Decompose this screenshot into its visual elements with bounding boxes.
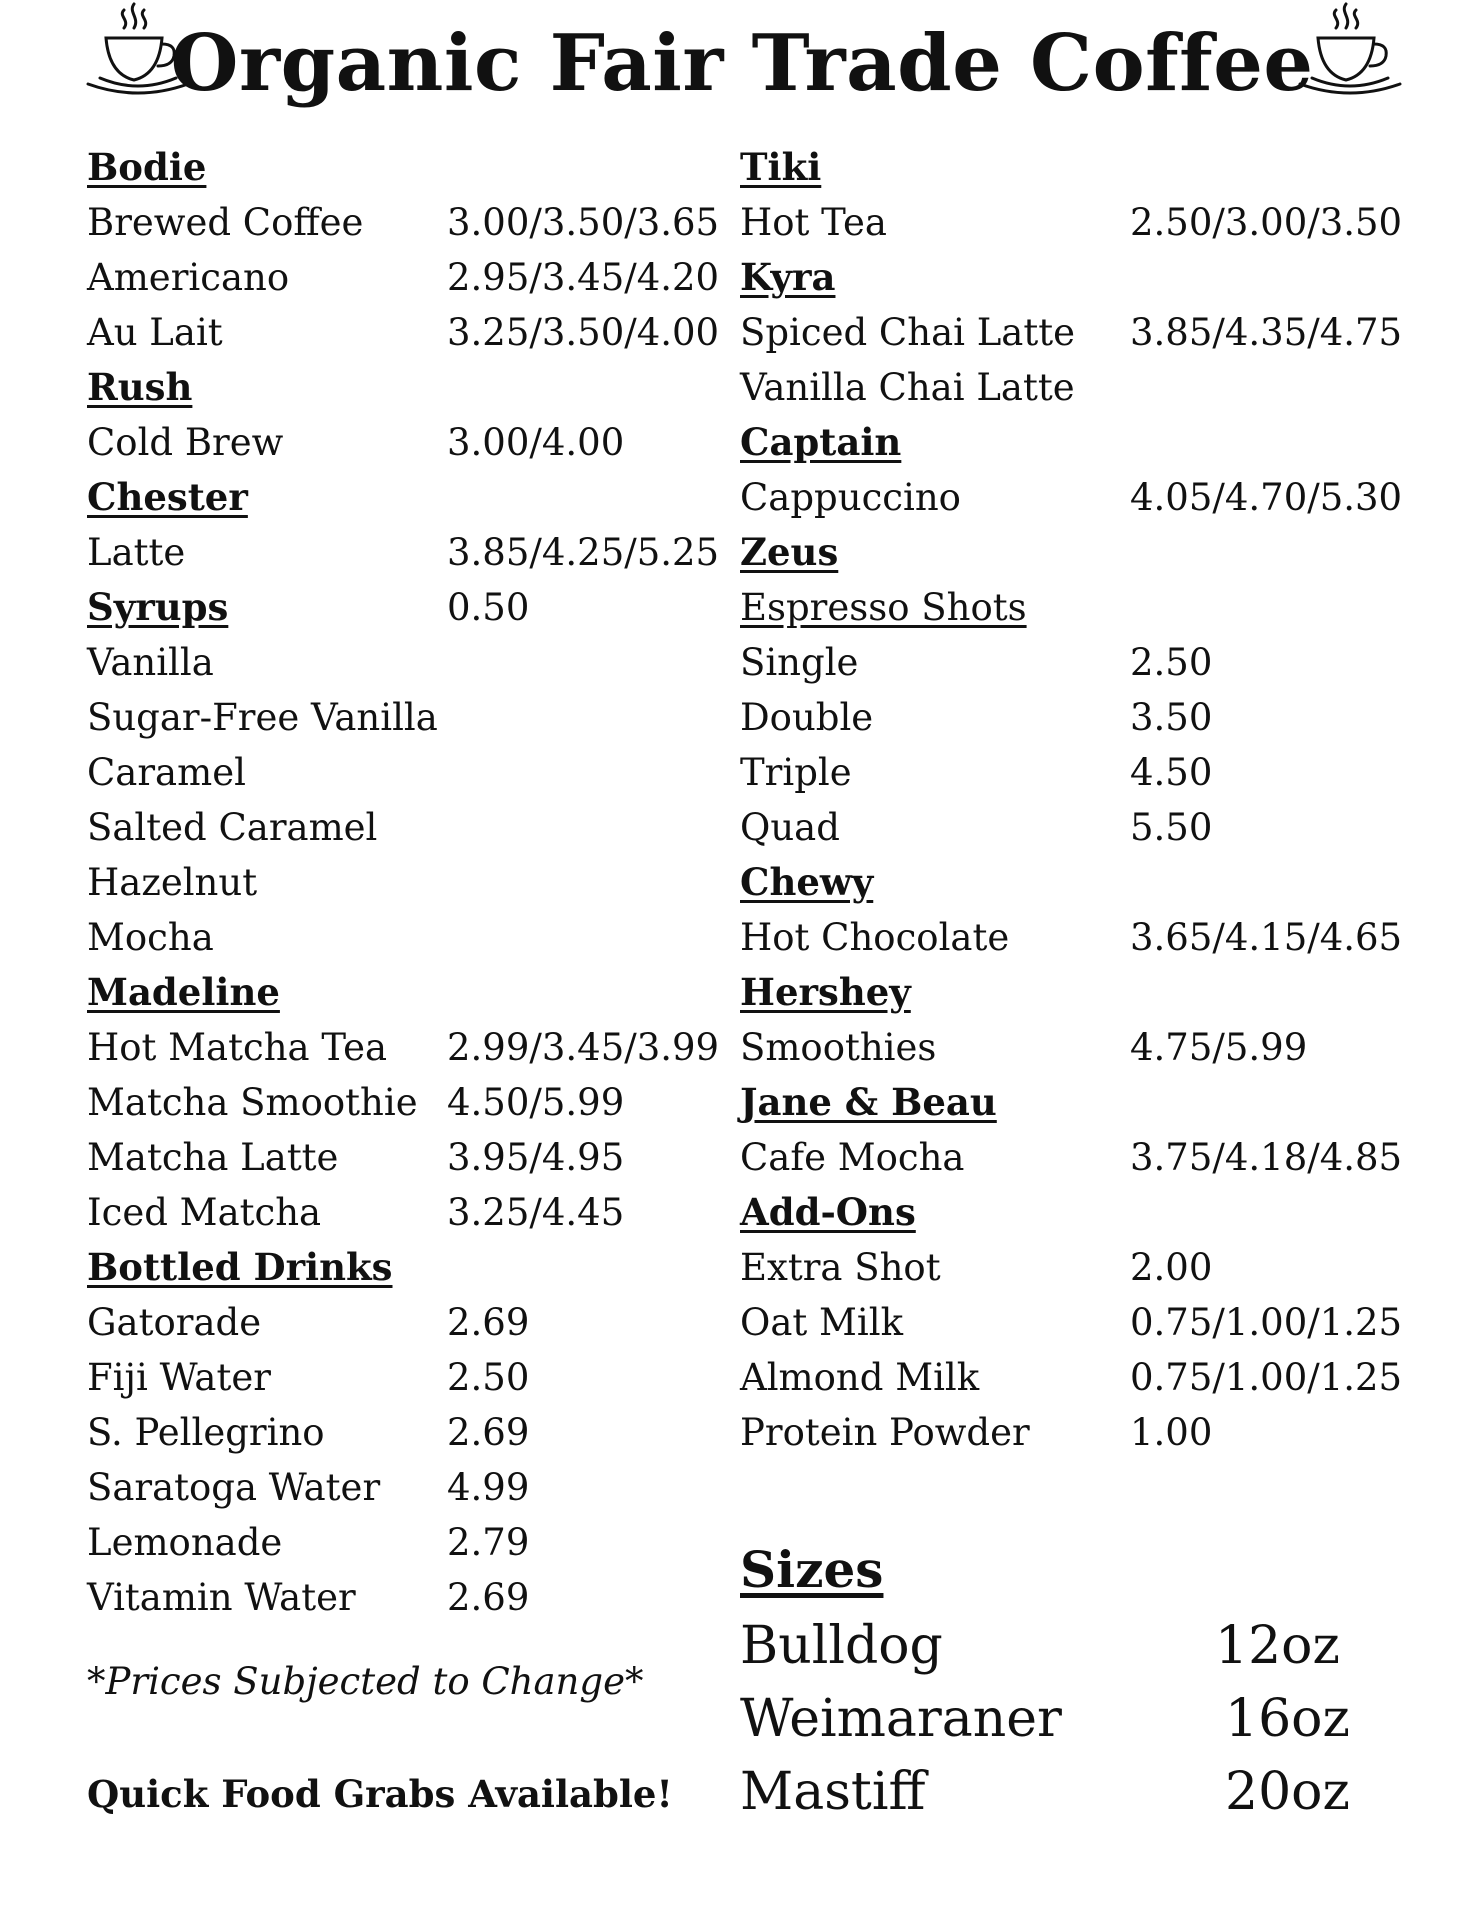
sizes-heading: Sizes [740,1540,884,1599]
menu-item [740,470,1440,525]
menu-section-heading [740,855,1440,910]
item-name: Single [740,641,859,684]
menu-item [740,635,1440,690]
menu-section-heading [740,965,1440,1020]
item-name: Cappuccino [740,476,961,519]
food-note: Quick Food Grabs Available! [87,1772,673,1816]
menu-item [87,855,737,910]
menu-item [740,910,1440,965]
item-price: 3.95/4.95 [447,1136,625,1179]
menu-item [740,195,1440,250]
section-name: Bottled Drinks [87,1245,393,1289]
menu-section-heading [740,1075,1440,1130]
menu-item [87,1185,737,1240]
left-menu-column [87,140,737,1625]
item-price: 3.65/4.15/4.65 [1130,916,1403,959]
menu-section-heading [740,140,1440,195]
item-price: 0.75/1.00/1.25 [1130,1301,1403,1344]
item-price: 4.50 [1130,751,1213,794]
section-name: Espresso Shots [740,586,1027,629]
item-price: 2.50 [1130,641,1213,684]
item-price: 3.85/4.25/5.25 [447,531,720,574]
sizes-section [740,1530,1440,1829]
item-name: Hot Matcha Tea [87,1026,388,1069]
item-name: Cold Brew [87,421,284,464]
section-name: Captain [740,420,902,464]
section-name: Rush [87,365,193,409]
section-name: Bodie [87,145,207,189]
item-price: 4.75/5.99 [1130,1026,1308,1069]
item-price: 3.25/4.45 [447,1191,625,1234]
menu-item [87,1130,737,1185]
item-name: Cafe Mocha [740,1136,965,1179]
size-ounces: 20oz [1225,1762,1350,1822]
section-name: Madeline [87,970,280,1014]
menu-item [87,690,737,745]
menu-section-heading [87,965,737,1020]
item-name: Au Lait [87,311,223,354]
item-price: 0.75/1.00/1.25 [1130,1356,1403,1399]
size-name: Mastiff [740,1762,926,1822]
section-name: Kyra [740,255,836,299]
size-name: Weimaraner [740,1689,1062,1749]
section-name: Zeus [740,530,839,574]
item-name: Saratoga Water [87,1466,381,1509]
menu-item [740,1130,1440,1185]
menu-item [740,1240,1440,1295]
item-price: 2.69 [447,1411,530,1454]
size-ounces: 12oz [1215,1616,1340,1676]
item-name: Americano [87,256,290,299]
item-name: Spiced Chai Latte [740,311,1075,354]
menu-item [87,635,737,690]
menu-section-heading [740,1185,1440,1240]
item-price: 4.50/5.99 [447,1081,625,1124]
menu-item [87,1075,737,1130]
menu-section-heading [740,250,1440,305]
item-price: 4.99 [447,1466,530,1509]
item-price: 5.50 [1130,806,1213,849]
item-name: Double [740,696,874,739]
right-menu-column [740,140,1440,1460]
item-price: 2.95/3.45/4.20 [447,256,720,299]
menu-item [87,250,737,305]
item-name: Quad [740,806,840,849]
item-name: Triple [740,751,852,794]
menu-item [87,415,737,470]
item-price: 2.50 [447,1356,530,1399]
menu-item [740,745,1440,800]
menu-item [87,910,737,965]
item-price: 3.85/4.35/4.75 [1130,311,1403,354]
menu-item [740,1020,1440,1075]
menu-title: Organic Fair Trade Coffee [170,18,1314,109]
menu-item [87,1460,737,1515]
item-price: 2.69 [447,1576,530,1619]
section-name: Chester [87,475,248,519]
menu-section-heading [740,415,1440,470]
size-name: Bulldog [740,1616,943,1676]
item-price: 0.50 [447,586,530,629]
item-name: Vanilla Chai Latte [740,366,1075,409]
item-name: Oat Milk [740,1301,903,1344]
item-price: 3.75/4.18/4.85 [1130,1136,1403,1179]
item-price: 1.00 [1130,1411,1213,1454]
item-name: Latte [87,531,186,574]
item-name: Smoothies [740,1026,937,1069]
menu-section-heading [740,580,1440,635]
menu-item [740,1350,1440,1405]
item-name: Extra Shot [740,1246,941,1289]
section-name: Add-Ons [740,1190,916,1234]
menu-item [87,1295,737,1350]
menu-item [87,1020,737,1075]
item-name: Vanilla [87,641,214,684]
menu-item [740,1295,1440,1350]
item-name: Hot Tea [740,201,887,244]
item-price: 2.99/3.45/3.99 [447,1026,720,1069]
section-name: Tiki [740,145,822,189]
menu-item [87,800,737,855]
size-ounces: 16oz [1225,1689,1350,1749]
size-row [740,1756,1440,1829]
menu-item [87,305,737,360]
menu-section-heading [87,140,737,195]
item-name: Iced Matcha [87,1191,322,1234]
menu-item [87,745,737,800]
section-name: Chewy [740,860,874,904]
menu-section-heading [87,580,737,635]
item-price: 4.05/4.70/5.30 [1130,476,1403,519]
item-name: Gatorade [87,1301,262,1344]
menu-item [87,525,737,580]
menu-item [740,305,1440,360]
menu-item [740,360,1440,415]
menu-item [87,1515,737,1570]
item-name: Lemonade [87,1521,283,1564]
menu-item [87,1405,737,1460]
menu-section-heading [87,470,737,525]
item-price: 3.00/3.50/3.65 [447,201,720,244]
size-row [740,1683,1440,1756]
item-name: Almond Milk [740,1356,980,1399]
item-price: 3.50 [1130,696,1213,739]
item-name: Vitamin Water [87,1576,356,1619]
item-price: 2.00 [1130,1246,1213,1289]
item-name: Caramel [87,751,246,794]
item-price: 3.00/4.00 [447,421,625,464]
item-price: 2.79 [447,1521,530,1564]
item-name: Brewed Coffee [87,201,364,244]
menu-item [87,1350,737,1405]
menu-item [740,690,1440,745]
menu-item [740,1405,1440,1460]
item-name: Mocha [87,916,214,959]
item-name: Matcha Latte [87,1136,339,1179]
section-name: Hershey [740,970,911,1014]
item-name: Sugar-Free Vanilla [87,696,438,739]
size-row [740,1610,1440,1683]
menu-section-heading [740,525,1440,580]
item-name: Hot Chocolate [740,916,1010,959]
menu-item [87,195,737,250]
menu-item [87,1570,737,1625]
item-name: Matcha Smoothie [87,1081,418,1124]
item-name: Hazelnut [87,861,258,904]
item-price: 2.69 [447,1301,530,1344]
menu-section-heading [87,1240,737,1295]
item-price: 2.50/3.00/3.50 [1130,201,1403,244]
menu-item [740,800,1440,855]
item-name: Protein Powder [740,1411,1030,1454]
item-name: Fiji Water [87,1356,271,1399]
item-name: S. Pellegrino [87,1411,325,1454]
section-name: Syrups [87,585,229,629]
price-change-note: *Prices Subjected to Change* [87,1660,644,1703]
item-price: 3.25/3.50/4.00 [447,311,720,354]
section-name: Jane & Beau [740,1080,997,1124]
menu-section-heading [87,360,737,415]
item-name: Salted Caramel [87,806,378,849]
